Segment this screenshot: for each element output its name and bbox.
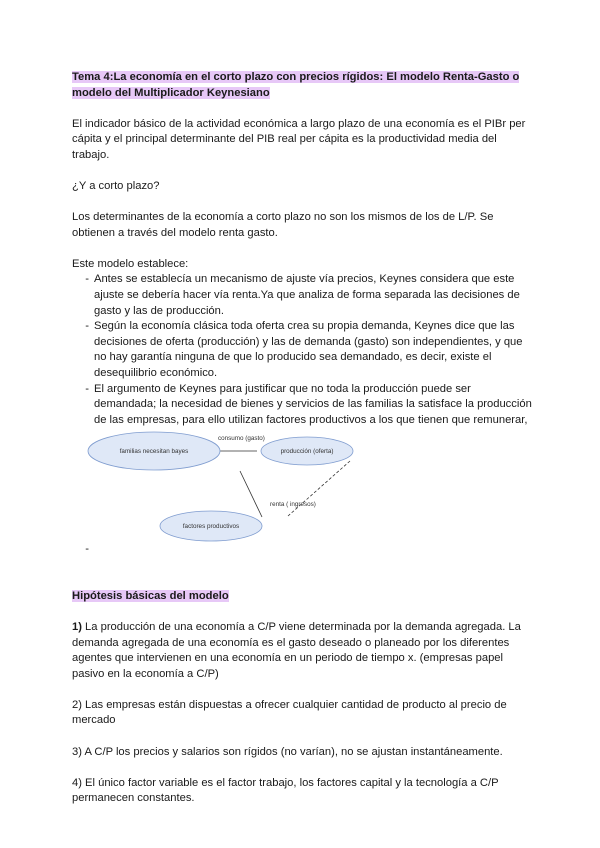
list-item: - Antes se establecía un mecanismo de ajuste vía precios, Keynes considera que este ajuste se debería hacer vía renta.Ya que analiza de forma separada las decisiones de gasto y las de producción. [72, 272, 532, 319]
list-item [72, 542, 532, 558]
label-factors: factores productivos [182, 523, 240, 531]
hypothesis-2: 2) Las empresas están dispuestas a ofrecer cualquier cantidad de producto al precio de mercado [72, 698, 507, 727]
hypothesis-3: 3) A C/P los precios y salarios son rígidos (no varían), no se ajustan instantáneamente. [72, 745, 503, 758]
intro-paragraph: El indicador básico de la actividad económica a largo plazo de una economía es el PIBr per cápita y el principal determinante del PIB real per cápita es la productividad media del trabajo. [72, 117, 526, 161]
list-item: - Según la economía clásica toda oferta crea su propia demanda, Keynes dice que las decisiones de oferta (producción) y las de demanda (gasto) son independientes, y que no hay garantía ninguna de que lo producido sea demandado, es decir, existe el desequilibrio económico. [72, 319, 532, 381]
edge-families-factors-line [240, 471, 262, 517]
empty-bullet [72, 542, 532, 558]
diagram-svg [72, 432, 532, 542]
page-title [72, 70, 532, 101]
hypothesis-4: 4) El único factor variable es el factor trabajo, los factores capital y la tecnología a C/P permanecen constantes. [72, 776, 499, 805]
determinants-paragraph: Los determinantes de la economía a corto plazo no son los mismos de los de L/P. Se obtienen a través del modelo renta gasto. [72, 211, 494, 239]
title-line-1: Tema 4:La economía en el corto plazo con precios rígidos: El modelo Renta-Gasto o [72, 71, 520, 83]
list-item: - El argumento de Keynes para justificar que no toda la producción puede ser demandada; la necesidad de bienes y servicios de las familias la satisface la producción de las empresas, para ello utilizan factores productivos a los que tienen que remunerar, [72, 382, 532, 429]
label-income: renta ( ingresos) [270, 501, 316, 509]
document-page [72, 70, 532, 807]
circular-flow-diagram [72, 432, 532, 542]
bullet-list [72, 272, 532, 428]
title-line-2: modelo del Multiplicador Keynesiano [72, 86, 270, 99]
model-intro: Este modelo establece: [72, 257, 189, 270]
question-paragraph: ¿Y a corto plazo? [72, 179, 160, 192]
section-2-title: Hipótesis básicas del modelo [72, 589, 229, 602]
label-consumption: consumo (gasto) [218, 435, 265, 443]
hypothesis-1: 1) La producción de una economía a C/P viene determinada por la demanda agregada. La demanda agregada de una economía es el gasto deseado o planeado por los diferentes agentes que intervienen en una economía en un periodo de tiempo x. (empresas papel pasivo en la economía a C/P) [72, 620, 521, 680]
label-families: familias necesitan bayes [119, 448, 189, 456]
label-production: producción (oferta) [280, 448, 334, 456]
